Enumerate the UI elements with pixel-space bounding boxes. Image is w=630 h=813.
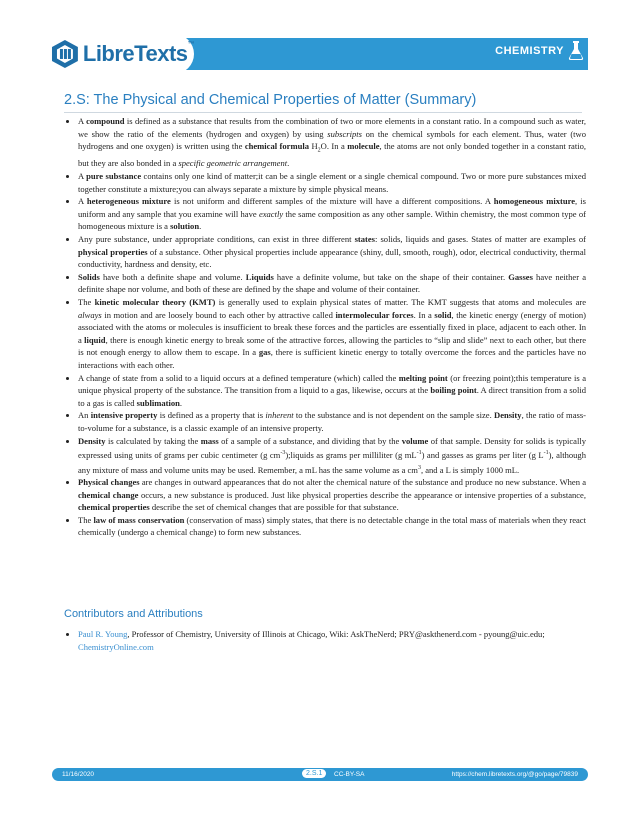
list-item-solids-liquids-gases: • Solids have both a definite shape and volume. Liquids have a definite volume, but take on the shape of their container. Gasses have neither a definite shape nor volume, and both of these are defined by the shape and volume of their container. bbox=[78, 271, 586, 296]
footer-url[interactable]: https://chem.libretexts.org/@go/page/79839 bbox=[451, 771, 578, 778]
list-item-states: • Any pure substance, under appropriate conditions, can exist in three different states: solids, liquids and gases. States of matter are examples of physical properties of a substance. Other physical properties include appearance (shiny, dull, smooth, rough), odor, electrical conductivity, thermal conductivity, hardness and density, etc. bbox=[78, 233, 586, 271]
footer-bar bbox=[52, 768, 588, 781]
libretexts-hexagon-icon bbox=[50, 39, 80, 69]
logo-text: LibreTexts™ bbox=[82, 41, 194, 66]
list-item-kmt: • The kinetic molecular theory (KMT) is generally used to explain physical states of matter. The KMT suggests that atoms and molecules are always in motion and are loosely bound to each other by attractive called intermolecular forces. In a solid, the kinetic energy (energy of motion) associated with the atoms or molecules is insufficient to break these forces and the particles are essentially fixed in place, adjacent to each other. In a liquid, there is enough kinetic energy to break some of the attractive forces, allowing the particles to “slip and slide” next to each other, but there is not enough energy to allow them to escape. In a gas, there is sufficient kinetic energy to totally overcome the forces and the particles have no interactions with each other. bbox=[78, 296, 586, 372]
library-name[interactable]: CHEMISTRY bbox=[495, 45, 564, 57]
flask-icon bbox=[568, 41, 584, 61]
contributors-heading: Contributors and Attributions bbox=[64, 608, 203, 620]
contributor-item: • Paul R. Young, Professor of Chemistry, University of Illinois at Chicago, Wiki: AskTheNerd; PRY@askthenerd.com - pyoung@uic.edu; ChemistryOnline.com bbox=[78, 628, 586, 653]
list-item-mass-conservation: • The law of mass conservation (conservation of mass) simply states, that there is no detectable change in the total mass of materials when they react chemically (undergo a chemical change) to form new substances. bbox=[78, 514, 586, 539]
list-item-change-of-state: • A change of state from a solid to a liquid occurs at a defined temperature (which) called the melting point (or freezing point);this temperature is a unique physical property of the substance. The transition from a liquid to a gas, likewise, occurs at the boiling point. A direct transition from a solid to a gas is called sublimation. bbox=[78, 372, 586, 410]
list-item-mixtures: • A heterogeneous mixture is not uniform and different samples of the mixture will have a different compositions. A homogeneous mixture, is uniform and any sample that you examine will have exactly the same composition as any other sample. Within chemistry, the most common type of homogeneous mixture is a solution. bbox=[78, 195, 586, 233]
summary-list bbox=[64, 115, 586, 539]
footer-page-number: 2.S.1 bbox=[302, 769, 326, 778]
contributor-name-link[interactable]: Paul R. Young bbox=[78, 629, 128, 639]
list-item-pure-substance: • A pure substance contains only one kind of matter;it can be a single element or a single chemical compound. Two or more pure substances mixed together constitute a mixture;you can always separate a mixture by simple physical means. bbox=[78, 170, 586, 195]
list-item-intensive-property: • An intensive property is defined as a property that is inherent to the substance and is not dependent on the sample size. Density, the ratio of mass-to-volume for a substance, is a classic example of an intensive property. bbox=[78, 409, 586, 434]
list-item-density: • Density is calculated by taking the mass of a sample of a substance, and dividing that by the volume of that sample. Density for solids is typically expressed using units of grams per cubic centimeter (g $cm^{-3});liquids$ as grams per milliliter (g $mL^{-1}$) and gasses as grams per liter (g $L^{-1}$), although any mixture of mass and volume units may be used. Remember, a mL has the same volume as a $cm^3$, and a L is simply 1000 mL. bbox=[78, 435, 586, 476]
list-item-changes: • Physical changes are changes in outward appearances that do not alter the chemical nature of the substance and produce no new substance. When a chemical change occurs, a new substance is produced. Just like physical properties describe the appearance or intensive properties of a substance, chemical properties describe the set of chemical changes that are possible for that substance. bbox=[78, 476, 586, 514]
libretexts-logo[interactable] bbox=[44, 34, 194, 74]
footer-date: 11/16/2020 bbox=[62, 771, 95, 778]
title-divider bbox=[64, 112, 582, 113]
contributors-list bbox=[64, 628, 586, 653]
chemistryonline-link[interactable]: ChemistryOnline.com bbox=[78, 641, 154, 652]
footer-license[interactable]: CC-BY-SA bbox=[334, 771, 365, 778]
page-title: 2.S: The Physical and Chemical Properties of Matter (Summary) bbox=[64, 92, 477, 108]
list-item-compound: • A compound is defined as a substance that results from the combination of two or more elements in a constant ratio. In a compound such as water, we show the ratio of the elements (hydrogen and oxygen) by using subscripts on the chemical symbols for each element. Thus, water (two hydrogens and one oxygen) is written using the chemical formula $H_2O$. In a molecule, the atoms are not only bonded together in a constant ratio, but they are also bonded in a specific geometric arrangement. bbox=[78, 115, 586, 170]
